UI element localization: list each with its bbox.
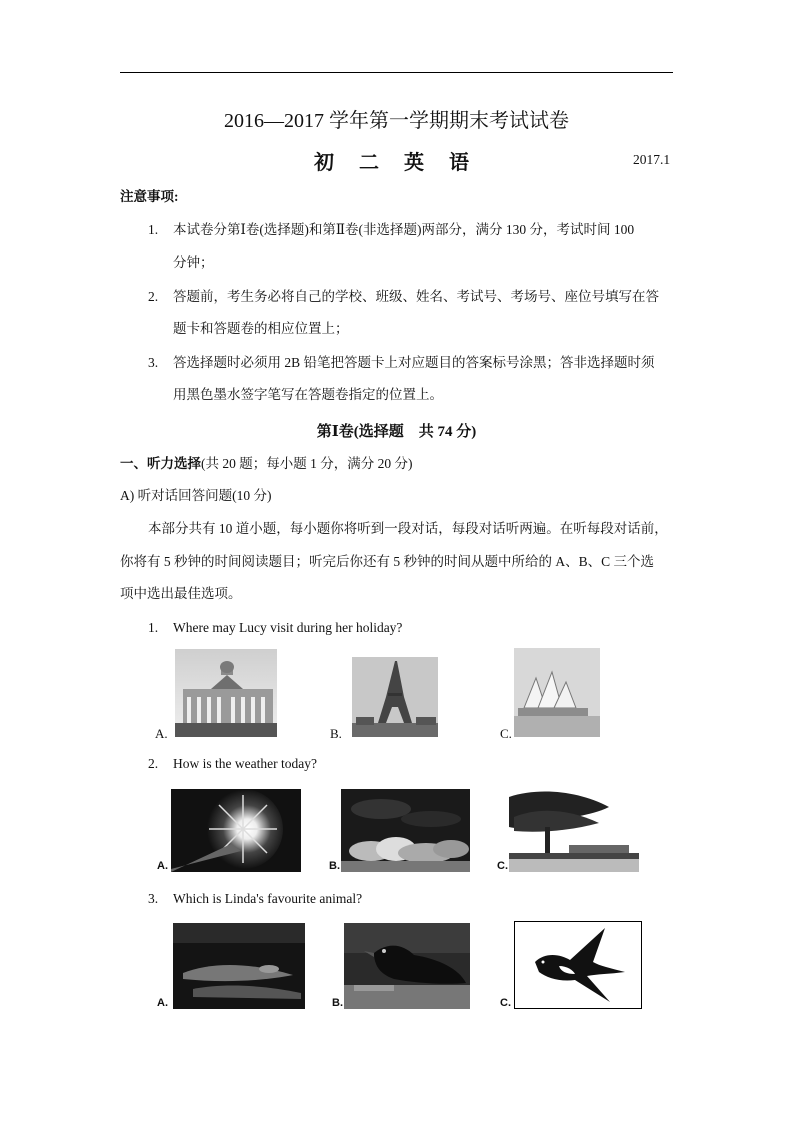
q1-option-a-label: A. — [155, 726, 168, 741]
exam-title: 2016—2017 学年第一学期期末考试试卷 — [224, 110, 569, 132]
q1-option-b-image — [352, 657, 438, 737]
q1-option-c-image — [514, 648, 600, 737]
note-2-number: 2. — [148, 289, 159, 304]
q1-option-b-label: B. — [330, 726, 342, 741]
section-label: 一、听力选择 — [120, 456, 201, 471]
question-1-number: 1. — [148, 620, 159, 635]
subsection-heading: A) 听对话回答问题(10 分) — [120, 488, 272, 503]
exam-date: 2017.1 — [633, 152, 671, 167]
question-3-text: Which is Linda's favourite animal? — [173, 891, 363, 906]
q2-option-b-label: B. — [329, 860, 340, 872]
q3-option-c-image — [514, 921, 642, 1009]
q3-option-b-label: B. — [332, 997, 343, 1009]
instruction-line-1: 本部分共有 10 道小题，每小题你将听到一段对话，每段对话听两遍。在听每段对话前， — [148, 521, 668, 536]
note-1-number: 1. — [148, 222, 159, 237]
q2-option-a-label: A. — [157, 860, 168, 872]
note-3-number: 3. — [148, 355, 159, 370]
note-2-line2: 题卡和答题卷的相应位置上； — [173, 321, 349, 336]
section-detail: (共 20 题；每小题 1 分，满分 20 分) — [201, 456, 413, 471]
question-3-number: 3. — [148, 891, 159, 906]
header-rule — [120, 72, 673, 73]
question-1-text: Where may Lucy visit during her holiday? — [173, 620, 403, 635]
note-3-line2: 用黑色墨水签字笔写在答题卷指定的位置上。 — [173, 387, 443, 402]
q3-option-b-image — [344, 923, 470, 1009]
exam-subject: 初 二 英 语 — [314, 152, 479, 174]
q3-option-a-image — [173, 923, 305, 1009]
section-heading — [120, 455, 413, 473]
q2-option-c-image — [509, 787, 639, 872]
instruction-line-3: 项中选出最佳选项。 — [120, 586, 242, 601]
question-2-text: How is the weather today? — [173, 756, 317, 771]
instruction-line-2: 你将有 5 秒钟的时间阅读题目；听完后你还有 5 秒钟的时间从题中所给的 A、B、C 三个选 — [120, 554, 655, 569]
q2-option-b-image — [341, 789, 470, 872]
notes-heading: 注意事项: — [120, 189, 179, 204]
note-1-line2: 分钟； — [173, 255, 214, 270]
q2-option-c-label: C. — [497, 860, 508, 872]
part1-title: 第Ⅰ卷(选择题 共 74 分) — [316, 424, 477, 440]
q2-option-a-image — [171, 789, 301, 872]
q1-option-a-image — [175, 649, 277, 737]
q3-option-a-label: A. — [157, 997, 168, 1009]
q3-option-c-label: C. — [500, 997, 511, 1009]
q1-option-c-label: C. — [500, 726, 512, 741]
note-2-line1: 答题前，考生务必将自己的学校、班级、姓名、考试号、考场号、座位号填写在答 — [173, 289, 659, 304]
question-2-number: 2. — [148, 756, 159, 771]
note-1-line1: 本试卷分第Ⅰ卷(选择题)和第Ⅱ卷(非选择题)两部分，满分 130 分，考试时间 100 — [173, 222, 635, 237]
note-3-line1: 答选择题时必须用 2B 铅笔把答题卡上对应题目的答案标号涂黑；答非选择题时须 — [173, 355, 655, 370]
